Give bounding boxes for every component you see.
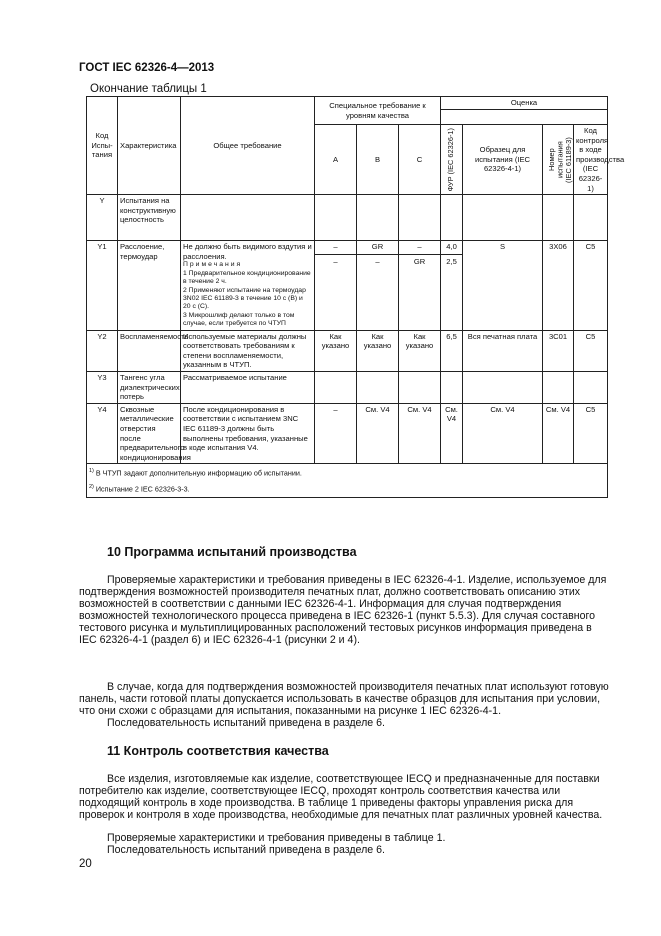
col-level-c: C (399, 125, 441, 195)
col-code-header: Код Испы- тания (87, 97, 118, 195)
table-footnotes (87, 464, 608, 498)
col-number: Номер испытания (IEC 61189-3) (547, 136, 574, 183)
row-requirement: Не должно быть видимого вздутия и расслоения. Примечания 1 Предварительное кондиционирование в течение 2 ч. 2 Применяют испытание на термоудар 3N02 IEC 61189-3 в течение 10 с (B) и 20 с (C). 3 Микрошлиф делают только в том случае, если требуется по ЧТУП (181, 241, 315, 330)
col-evaluation-header: Оценка (441, 97, 608, 125)
col-sample: Образец для испытания (IEC 62326-4-1) (463, 125, 543, 195)
note-item: 3 Микрошлиф делают только в том случае, если требуется по ЧТУП (183, 311, 295, 328)
page-number: 20 (79, 858, 92, 870)
table-row (87, 195, 608, 241)
footnote: $^{1)}$ В ЧТУП задают дополнительную информацию об испытании. (89, 468, 302, 478)
section-10-title: 10 Программа испытаний производства (107, 545, 357, 559)
section-10-paragraph: В случае, когда для подтверждения возможностей производителя печатных плат используют готовую панель, части готовой платы допускается использовать в качестве образцов для испытания при условии, что они схожи с образцами для испытания, показанными на рисунке 1 IEC 62326-4-1. (79, 681, 609, 717)
table-row: Y4 Сквозные металлические отверстия после предварительного кондиционирования После кондиционирования в соответствии с испытанием 3NC IEC 61189-3 должны быть выполнены требования, указанные в коде испытания V4. – См. V4 См. V4 См. V4 См. V4 См. V4 C5 (87, 403, 608, 464)
col-level-b: B (357, 125, 399, 195)
table-header-row (87, 97, 608, 125)
footnote: $^{2)}$ Испытание 2 IEC 62326-3-3. (89, 484, 190, 494)
table-row: Y1 Расслоение, термоудар Не должно быть видимого вздутия и расслоения. Примечания 1 Предварительное кондиционирование в течение 2 ч. 2 Применяют испытание на термоудар 3N02 IEC 61189-3 в течение 10 с (B) и 20 с (C). 3 Микрошлиф делают только в том случае, если требуется по ЧТУП – – GR – – GR 4,0 2,5 S 3X06 C5 (87, 241, 608, 330)
row-characteristic: Испытания на конструктивную целостность (118, 195, 181, 241)
table-continuation-caption: Окончание таблицы 1 (90, 83, 207, 95)
section-11-paragraph: Проверяемые характеристики и требования приведены в таблице 1. (107, 832, 446, 844)
col-general-header: Общее требование (181, 97, 315, 195)
document-header: ГОСТ IEC 62326-4—2013 (79, 62, 215, 74)
notes-title: Примечания (183, 261, 243, 269)
table-row: Y3 Тангенс угла диэлектрических потерь Рассматриваемое испытание (87, 371, 608, 403)
note-item: 2 Применяют испытание на термоудар 3N02 IEC 61189-3 в течение 10 с (B) и 20 с (C). (183, 286, 306, 311)
section-11-paragraph: Все изделия, изготовляемые как изделие, соответствующее IECQ и предназначенные для поставки потребителю как изделие, соответствующее IECQ, проходят контроль соответствия качества или подходящий контроль в ходе производства. В таблице 1 приведены факторы управления риска для проверок и контроля в ходе производства, необходимые для печатных плат различных уровней качества. (79, 773, 603, 821)
col-special-header: Специальное требование к уровням качества (315, 97, 441, 125)
col-characteristic-header: Характеристика (118, 97, 181, 195)
section-11-title: 11 Контроль соответствия качества (107, 744, 329, 758)
row-code: Y (87, 195, 118, 241)
col-fur: ФУР (IEC 62326-1) (446, 127, 456, 192)
section-10-paragraph: Последовательность испытаний приведена в разделе 6. (107, 717, 385, 729)
col-level-a: A (315, 125, 357, 195)
section-10-paragraph: Проверяемые характеристики и требования приведены в IEC 62326-4-1. Изделие, используемое для подтверждения возможностей производителя печатных плат, должно соответствовать описанию этих возможностей в соответствии с данными IEC 62326-4-1. Информация для случая подтверждения возможностей технологического процесса приведена в IEC 62326-1 (пункт 5.5.3). Для случая составного тестового рисунка и мультиплицированных расположений тестовых рисунков информация приведена в IEC 62326-4-1 (раздел 6) и IEC 62326-4-1 (рисунки 2 и 4). (79, 574, 607, 646)
col-control: Код контроля в ходе производства (IEC 62326-1) (574, 125, 608, 195)
table-row: Y2 Воспламеняемость Используемые материалы должны соответствовать требованиям к степени воспламеняемости, указанным в ЧТУП. Как указано Как указано Как указано 6,5 Вся печатная плата 3C01 C5 (87, 330, 608, 371)
note-item: 1 Предварительное кондиционирование в течение 2 ч. (183, 269, 311, 286)
row-characteristic: Расслоение, термоудар (118, 241, 181, 330)
requirements-table (86, 96, 625, 498)
row-code: Y1 (87, 241, 118, 330)
section-11-paragraph: Последовательность испытаний приведена в разделе 6. (107, 844, 385, 856)
